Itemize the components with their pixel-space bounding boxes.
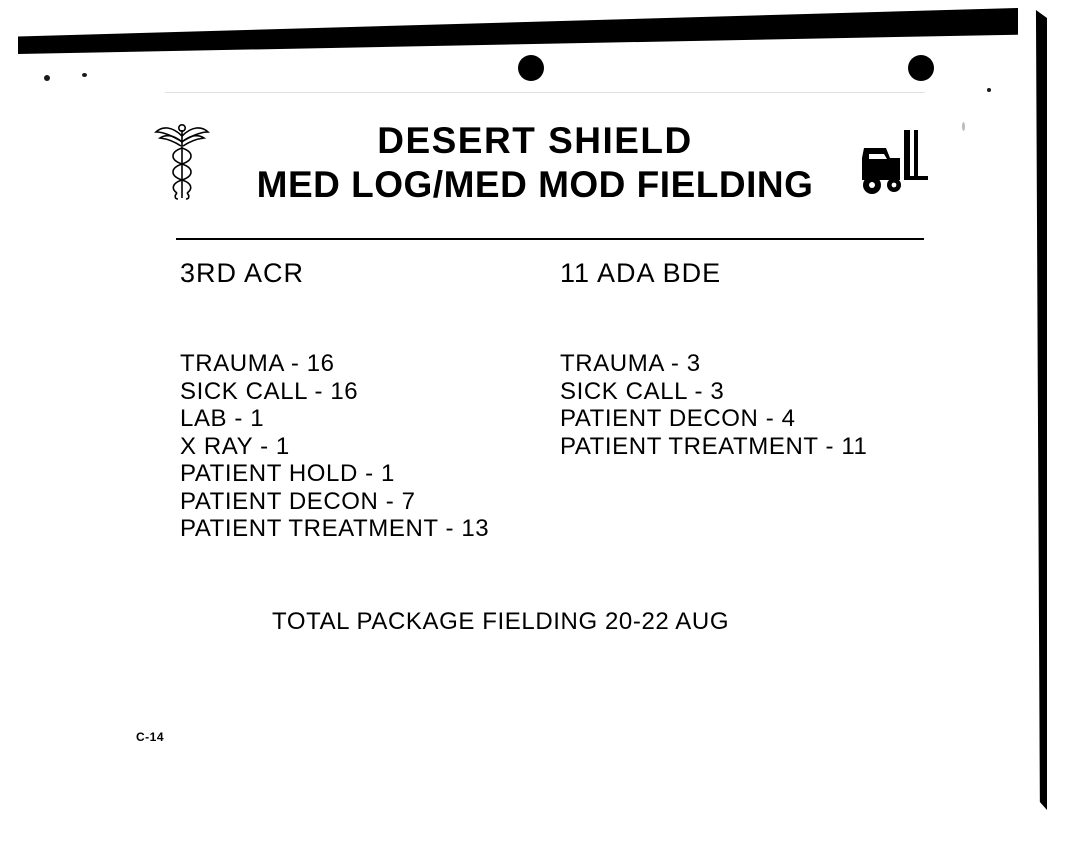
column-header-right: 11 ADA BDE	[560, 258, 722, 288]
list-item: X RAY - 1	[180, 432, 290, 460]
slide-title-row	[150, 120, 930, 206]
slide-title-secondary: MED LOG/MED MOD FIELDING	[256, 164, 814, 205]
list-item: SICK CALL - 16	[180, 377, 359, 405]
slide-titles	[214, 121, 856, 205]
list-item: PATIENT TREATMENT - 13	[180, 515, 490, 542]
slide-title-primary: DESERT SHIELD	[377, 120, 693, 162]
list-item: PATIENT TREATMENT - 11	[560, 432, 868, 460]
equipment-list-right	[560, 350, 867, 460]
equipment-list-left	[180, 350, 489, 543]
list-item: TRAUMA - 16	[180, 350, 335, 377]
footer-note: TOTAL PACKAGE FIELDING 20-22 AUG	[272, 608, 730, 635]
column-header-left: 3RD ACR	[180, 258, 305, 288]
list-item: TRAUMA - 3	[560, 350, 701, 377]
list-item: PATIENT HOLD - 1	[180, 460, 395, 487]
list-item: PATIENT DECON - 4	[560, 405, 796, 432]
forklift-icon	[856, 128, 930, 198]
caduceus-icon	[150, 120, 214, 206]
slide-code: C-14	[136, 730, 165, 744]
list-item: SICK CALL - 3	[560, 377, 725, 405]
list-item: PATIENT DECON - 7	[180, 487, 416, 515]
list-item: LAB - 1	[180, 405, 265, 432]
title-divider	[176, 238, 924, 240]
